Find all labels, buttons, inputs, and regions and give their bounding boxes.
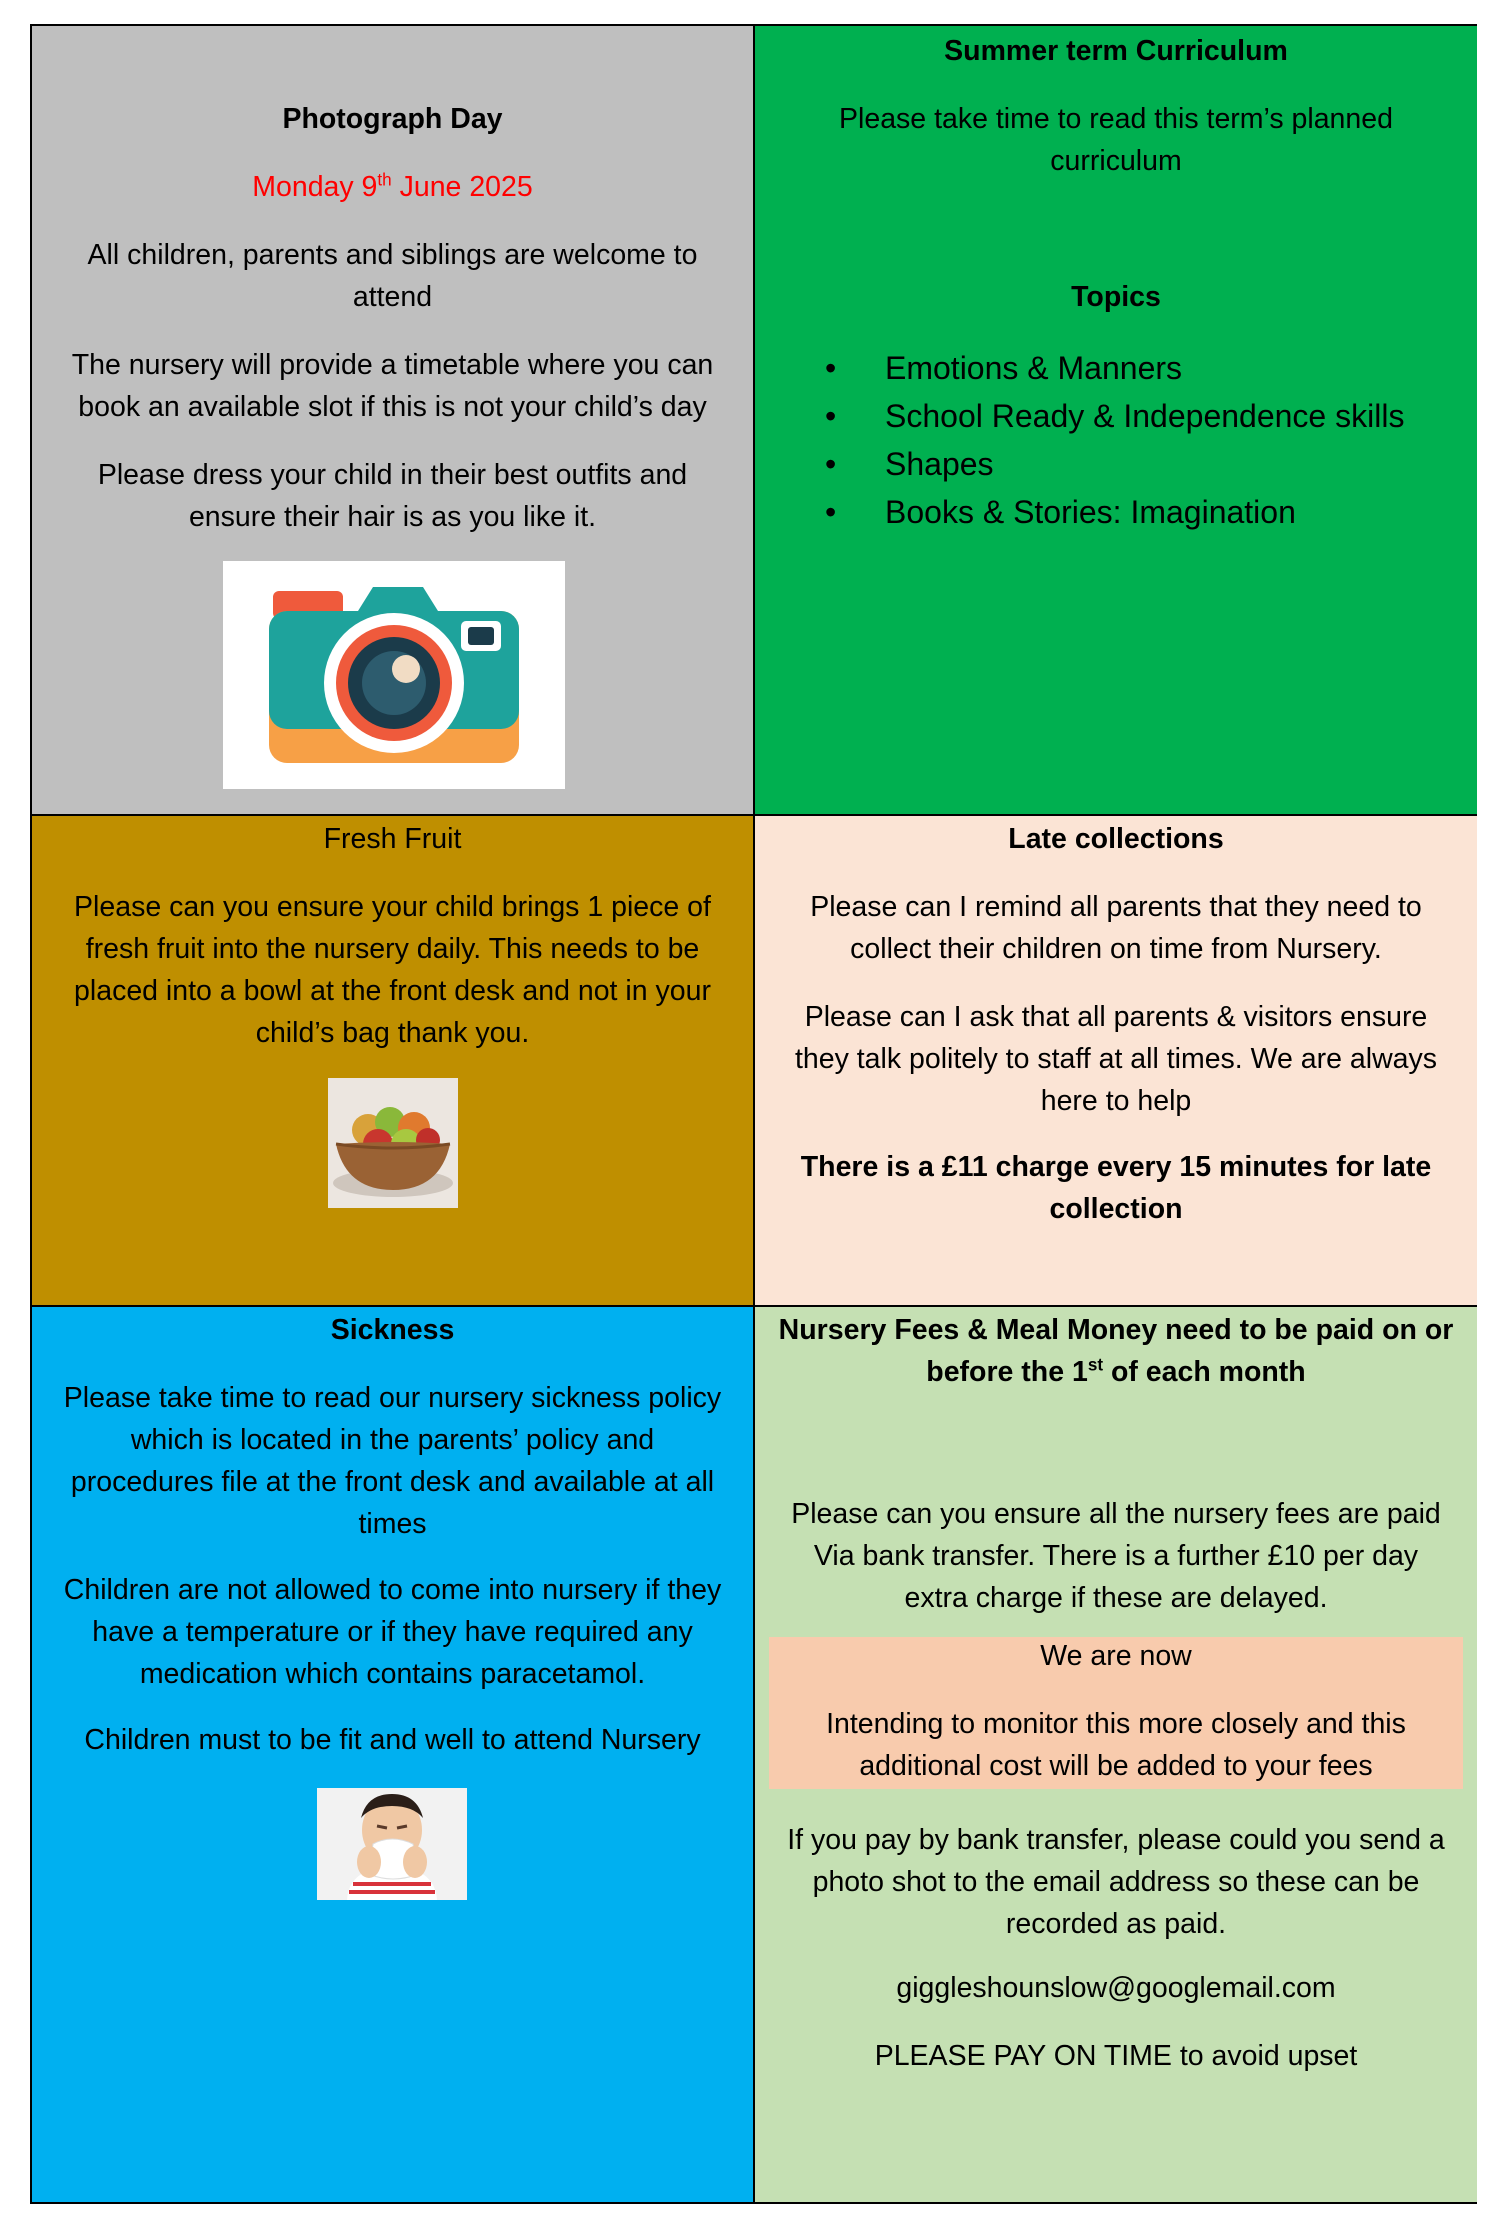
monitoring-notice-heading: We are now [1040, 1640, 1192, 1672]
photograph-day-text-1: All children, parents and siblings are welcome to attend [87, 239, 698, 313]
sickness-title: Sickness [330, 1314, 455, 1346]
topics-list [825, 344, 1404, 536]
monitoring-notice-box [769, 1637, 1463, 1789]
late-collections-title: Late collections [1008, 823, 1224, 855]
newsletter-grid [30, 24, 1477, 2204]
fresh-fruit-text: Please can you ensure your child brings 1 piece of fresh fruit into the nursery daily. This needs to be placed into a bowl at the front desk and not in your child’s bag thank you. [74, 891, 711, 1049]
monitoring-notice-text: Intending to monitor this more closely and this additional cost will be added to your fees [826, 1708, 1406, 1782]
photograph-day-section [32, 26, 755, 816]
curriculum-section [755, 26, 1477, 816]
nursery-fees-section [755, 1307, 1477, 2202]
late-collections-text-2: Please can I ask that all parents & visitors ensure they talk politely to staff at all times. We are always here to help [794, 1001, 1438, 1117]
sickness-text-2: Children are not allowed to come into nursery if they have a temperature or if they have required any medication which contains paracetamol. [63, 1574, 722, 1690]
fruit-bowl-icon [328, 1078, 458, 1208]
camera-icon [223, 561, 565, 789]
fresh-fruit-title: Fresh Fruit [323, 823, 462, 855]
photograph-day-date: Monday 9th June 2025 [252, 170, 533, 203]
late-collections-text-1: Please can I remind all parents that they need to collect their children on time from Nursery. [810, 891, 1422, 965]
topic-item: • Emotions & Manners [825, 344, 1404, 392]
photograph-day-title: Photograph Day [282, 103, 503, 135]
bank-transfer-text: If you pay by bank transfer, please could you send a photo shot to the email address so these can be recorded as paid. [787, 1824, 1445, 1940]
curriculum-title: Summer term Curriculum [944, 35, 1288, 67]
fresh-fruit-section [32, 816, 755, 1307]
topics-title: Topics [1071, 281, 1161, 313]
topic-item: • Shapes [825, 440, 1404, 488]
contact-email[interactable]: giggleshounslow@googlemail.com [896, 1972, 1336, 2004]
pay-on-time-text: PLEASE PAY ON TIME to avoid upset [874, 2040, 1358, 2072]
photograph-day-text-2: The nursery will provide a timetable where you can book an available slot if this is not your child’s day [71, 349, 714, 423]
sickness-text-1: Please take time to read our nursery sickness policy which is located in the parents’ policy and procedures file at the front desk and available at all times [63, 1382, 722, 1540]
topic-item: • Books & Stories: Imagination [825, 488, 1404, 536]
late-collections-section [755, 816, 1477, 1307]
sickness-section [32, 1307, 755, 2202]
topic-item: • School Ready & Independence skills [825, 392, 1404, 440]
curriculum-intro: Please take time to read this term’s planned curriculum [839, 103, 1393, 177]
photograph-day-text-3: Please dress your child in their best outfits and ensure their hair is as you like it. [97, 459, 688, 533]
nursery-fees-text-1: Please can you ensure all the nursery fees are paid Via bank transfer. There is a further £10 per day extra charge if these are delayed. [791, 1498, 1441, 1614]
nursery-fees-title: Nursery Fees & Meal Money need to be paid on or before the 1st of each month [778, 1314, 1454, 1388]
sickness-text-3: Children must to be fit and well to attend Nursery [84, 1724, 701, 1756]
late-collections-charge: There is a £11 charge every 15 minutes for late collection [800, 1151, 1432, 1225]
sick-child-icon [317, 1788, 467, 1900]
